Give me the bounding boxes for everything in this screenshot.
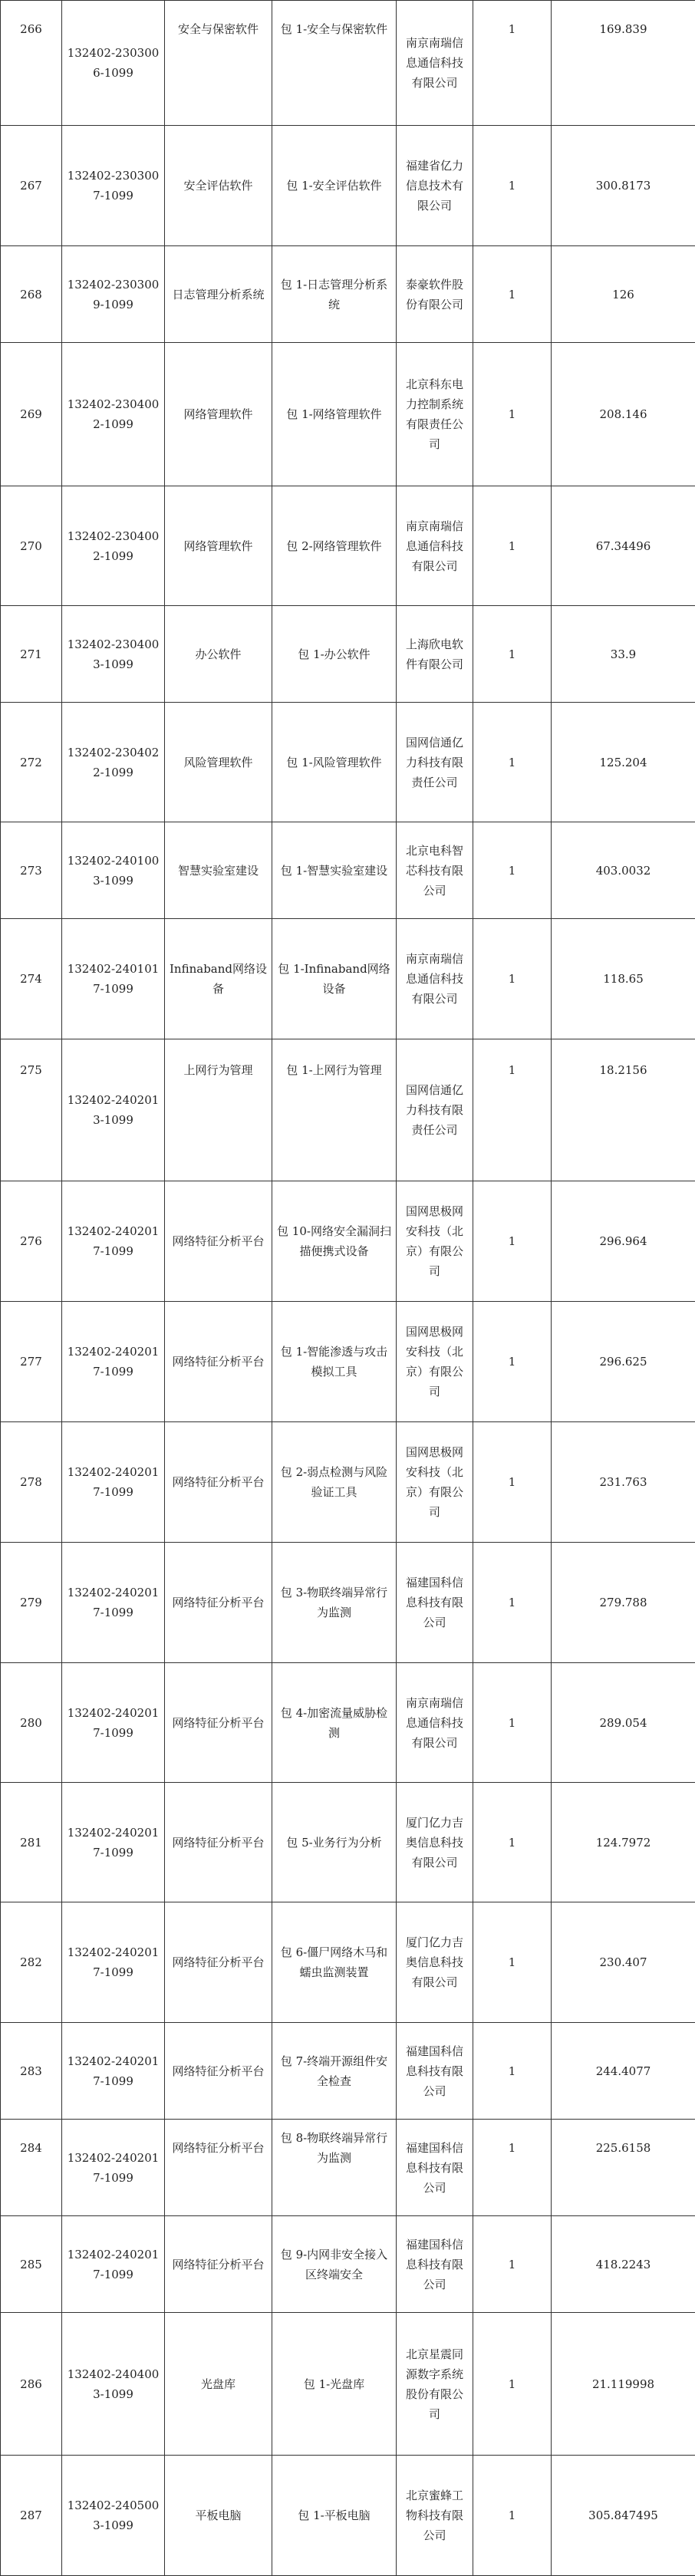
cell-name: 网络特征分析平台 (165, 2120, 272, 2177)
cell-code: 132402-2404003-1099 (62, 2313, 165, 2456)
table-row (1, 1039, 695, 1101)
cell-pkg: 包 10-网络安全漏洞扫描便携式设备 (272, 1181, 397, 1302)
cell-name: 办公软件 (165, 606, 272, 703)
cell-qty: 1 (473, 2216, 552, 2313)
cell-name: 网络特征分析平台 (165, 2023, 272, 2120)
cell-name: 光盘库 (165, 2313, 272, 2456)
cell-pkg: 包 1-安全与保密软件 (272, 1, 397, 58)
cell-amount: 33.9 (552, 606, 695, 703)
cell-qty: 1 (473, 2456, 552, 2576)
cell-pkg: 包 1-办公软件 (272, 606, 397, 703)
cell-pkg: 包 4-加密流量威胁检测 (272, 1663, 397, 1783)
cell-amount: 244.4077 (552, 2023, 695, 2120)
cell-continuation-name (165, 2177, 272, 2216)
cell-vendor: 厦门亿力吉奥信息科技有限公司 (397, 1902, 473, 2023)
table-row (1, 126, 695, 246)
cell-code: 132402-2402017-1099 (62, 1902, 165, 2023)
cell-no: 287 (1, 2456, 62, 2576)
cell-no: 266 (1, 1, 62, 58)
cell-name: 上网行为管理 (165, 1039, 272, 1101)
cell-continuation-pkg (272, 2177, 397, 2216)
cell-name: 智慧实验室建设 (165, 822, 272, 919)
cell-name: 网络管理软件 (165, 343, 272, 486)
cell-vendor: 国网思极网安科技（北京）有限公司 (397, 1181, 473, 1302)
cell-amount: 126 (552, 246, 695, 343)
cell-name: 平板电脑 (165, 2456, 272, 2576)
cell-code: 132402-2402017-1099 (62, 1543, 165, 1663)
cell-qty: 1 (473, 1422, 552, 1543)
cell-qty: 1 (473, 1181, 552, 1302)
cell-vendor: 福建国科信息科技有限公司 (397, 1543, 473, 1663)
cell-vendor: 国网思极网安科技（北京）有限公司 (397, 1422, 473, 1543)
cell-no: 277 (1, 1302, 62, 1422)
cell-qty: 1 (473, 486, 552, 606)
table-row (1, 1783, 695, 1902)
cell-pkg: 包 2-弱点检测与风险验证工具 (272, 1422, 397, 1543)
cell-continuation-no (1, 2177, 62, 2216)
cell-code: 132402-2303006-1099 (62, 1, 165, 126)
cell-vendor: 南京南瑞信息通信科技有限公司 (397, 1663, 473, 1783)
cell-pkg: 包 1-网络管理软件 (272, 343, 397, 486)
cell-code: 132402-2304002-1099 (62, 486, 165, 606)
cell-continuation-qty (473, 1101, 552, 1181)
table-row (1, 246, 695, 343)
cell-continuation-pkg (272, 1101, 397, 1181)
cell-pkg: 包 1-安全评估软件 (272, 126, 397, 246)
cell-qty: 1 (473, 2023, 552, 2120)
cell-pkg: 包 5-业务行为分析 (272, 1783, 397, 1902)
cell-code: 132402-2402017-1099 (62, 1302, 165, 1422)
cell-pkg: 包 3-物联终端异常行为监测 (272, 1543, 397, 1663)
cell-continuation-qty (473, 2177, 552, 2216)
cell-vendor: 国网信通亿力科技有限责任公司 (397, 703, 473, 822)
cell-qty: 1 (473, 1302, 552, 1422)
cell-code: 132402-2402017-1099 (62, 1422, 165, 1543)
cell-vendor: 泰豪软件股份有限公司 (397, 246, 473, 343)
cell-amount: 418.2243 (552, 2216, 695, 2313)
cell-vendor: 南京南瑞信息通信科技有限公司 (397, 919, 473, 1039)
table-row (1, 1, 695, 58)
cell-amount: 296.964 (552, 1181, 695, 1302)
cell-amount: 124.7972 (552, 1783, 695, 1902)
cell-vendor: 南京南瑞信息通信科技有限公司 (397, 1, 473, 126)
cell-vendor: 福建国科信息科技有限公司 (397, 2216, 473, 2313)
table-body (1, 1, 695, 2576)
cell-code: 132402-2405003-1099 (62, 2456, 165, 2576)
cell-qty: 1 (473, 822, 552, 919)
table-row (1, 919, 695, 1039)
cell-no: 285 (1, 2216, 62, 2313)
table-row (1, 1422, 695, 1543)
table-row (1, 606, 695, 703)
table-row (1, 2313, 695, 2456)
cell-qty: 1 (473, 1, 552, 58)
cell-code: 132402-2402017-1099 (62, 2216, 165, 2313)
cell-code: 132402-2401003-1099 (62, 822, 165, 919)
cell-qty: 1 (473, 606, 552, 703)
cell-amount: 118.65 (552, 919, 695, 1039)
cell-qty: 1 (473, 1039, 552, 1101)
cell-no: 284 (1, 2120, 62, 2177)
cell-no: 283 (1, 2023, 62, 2120)
cell-amount: 18.2156 (552, 1039, 695, 1101)
cell-pkg: 包 8-物联终端异常行为监测 (272, 2120, 397, 2177)
cell-vendor: 国网思极网安科技（北京）有限公司 (397, 1302, 473, 1422)
cell-vendor: 厦门亿力吉奥信息科技有限公司 (397, 1783, 473, 1902)
cell-name: Infinaband网络设备 (165, 919, 272, 1039)
cell-vendor: 北京星震同源数字系统股份有限公司 (397, 2313, 473, 2456)
cell-amount: 225.6158 (552, 2120, 695, 2177)
cell-qty: 1 (473, 2120, 552, 2177)
cell-vendor: 福建国科信息科技有限公司 (397, 2023, 473, 2120)
cell-no: 276 (1, 1181, 62, 1302)
cell-pkg: 包 2-网络管理软件 (272, 486, 397, 606)
cell-continuation-amount (552, 1101, 695, 1181)
cell-qty: 1 (473, 343, 552, 486)
table-row (1, 486, 695, 606)
cell-continuation-no (1, 1101, 62, 1181)
cell-qty: 1 (473, 919, 552, 1039)
table-row (1, 822, 695, 919)
cell-no: 280 (1, 1663, 62, 1783)
cell-continuation-amount (552, 58, 695, 126)
cell-amount: 231.763 (552, 1422, 695, 1543)
cell-name: 网络特征分析平台 (165, 1902, 272, 2023)
table-row (1, 1902, 695, 2023)
cell-vendor: 北京蜜蜂工物科技有限公司 (397, 2456, 473, 2576)
cell-pkg: 包 1-风险管理软件 (272, 703, 397, 822)
table-row (1, 1181, 695, 1302)
cell-no: 274 (1, 919, 62, 1039)
cell-vendor: 福建国科信息科技有限公司 (397, 2120, 473, 2216)
cell-amount: 67.34496 (552, 486, 695, 606)
cell-no: 270 (1, 486, 62, 606)
cell-amount: 279.788 (552, 1543, 695, 1663)
cell-amount: 21.119998 (552, 2313, 695, 2456)
cell-amount: 305.847495 (552, 2456, 695, 2576)
cell-name: 网络特征分析平台 (165, 1181, 272, 1302)
cell-pkg: 包 1-智能渗透与攻击模拟工具 (272, 1302, 397, 1422)
cell-continuation-amount (552, 2177, 695, 2216)
cell-no: 269 (1, 343, 62, 486)
cell-pkg: 包 9-内网非安全接入区终端安全 (272, 2216, 397, 2313)
cell-name: 网络特征分析平台 (165, 1422, 272, 1543)
cell-amount: 289.054 (552, 1663, 695, 1783)
cell-continuation-no (1, 58, 62, 126)
cell-no: 271 (1, 606, 62, 703)
cell-pkg: 包 1-光盘库 (272, 2313, 397, 2456)
cell-name: 日志管理分析系统 (165, 246, 272, 343)
table-row (1, 1663, 695, 1783)
cell-continuation-name (165, 58, 272, 126)
table-row (1, 2456, 695, 2576)
table-row (1, 1543, 695, 1663)
cell-code: 132402-2401017-1099 (62, 919, 165, 1039)
table-row (1, 2216, 695, 2313)
cell-name: 风险管理软件 (165, 703, 272, 822)
table-row (1, 343, 695, 486)
table-row (1, 703, 695, 822)
cell-no: 279 (1, 1543, 62, 1663)
cell-pkg: 包 1-Infinaband网络设备 (272, 919, 397, 1039)
cell-qty: 1 (473, 246, 552, 343)
cell-code: 132402-2304002-1099 (62, 343, 165, 486)
cell-code: 132402-2303009-1099 (62, 246, 165, 343)
cell-name: 网络特征分析平台 (165, 1302, 272, 1422)
cell-pkg: 包 1-日志管理分析系统 (272, 246, 397, 343)
cell-pkg: 包 1-智慧实验室建设 (272, 822, 397, 919)
cell-pkg: 包 6-僵尸网络木马和蠕虫监测装置 (272, 1902, 397, 2023)
cell-qty: 1 (473, 703, 552, 822)
cell-vendor: 福建省亿力信息技术有限公司 (397, 126, 473, 246)
cell-no: 267 (1, 126, 62, 246)
cell-amount: 208.146 (552, 343, 695, 486)
cell-no: 273 (1, 822, 62, 919)
cell-qty: 1 (473, 2313, 552, 2456)
cell-code: 132402-2402017-1099 (62, 1181, 165, 1302)
cell-vendor: 北京电科智芯科技有限公司 (397, 822, 473, 919)
cell-qty: 1 (473, 1543, 552, 1663)
cell-code: 132402-2402017-1099 (62, 2023, 165, 2120)
cell-amount: 169.839 (552, 1, 695, 58)
cell-vendor: 国网信通亿力科技有限责任公司 (397, 1039, 473, 1181)
table-row (1, 2120, 695, 2177)
cell-continuation-qty (473, 58, 552, 126)
cell-qty: 1 (473, 1902, 552, 2023)
cell-name: 网络特征分析平台 (165, 1783, 272, 1902)
cell-no: 278 (1, 1422, 62, 1543)
cell-no: 272 (1, 703, 62, 822)
cell-code: 132402-2402017-1099 (62, 1783, 165, 1902)
cell-name: 安全与保密软件 (165, 1, 272, 58)
cell-continuation-name (165, 1101, 272, 1181)
cell-name: 网络管理软件 (165, 486, 272, 606)
cell-no: 286 (1, 2313, 62, 2456)
cell-no: 268 (1, 246, 62, 343)
cell-vendor: 南京南瑞信息通信科技有限公司 (397, 486, 473, 606)
cell-qty: 1 (473, 126, 552, 246)
cell-code: 132402-2402017-1099 (62, 1663, 165, 1783)
cell-amount: 300.8173 (552, 126, 695, 246)
cell-name: 网络特征分析平台 (165, 2216, 272, 2313)
cell-name: 安全评估软件 (165, 126, 272, 246)
cell-amount: 296.625 (552, 1302, 695, 1422)
cell-amount: 125.204 (552, 703, 695, 822)
cell-amount: 230.407 (552, 1902, 695, 2023)
cell-code: 132402-2402017-1099 (62, 2120, 165, 2216)
cell-code: 132402-2303007-1099 (62, 126, 165, 246)
cell-no: 282 (1, 1902, 62, 2023)
cell-pkg: 包 7-终端开源组件安全检查 (272, 2023, 397, 2120)
cell-code: 132402-2304022-1099 (62, 703, 165, 822)
cell-vendor: 上海欣电软件有限公司 (397, 606, 473, 703)
cell-no: 281 (1, 1783, 62, 1902)
cell-amount: 403.0032 (552, 822, 695, 919)
cell-vendor: 北京科东电力控制系统有限责任公司 (397, 343, 473, 486)
table-row (1, 1302, 695, 1422)
cell-pkg: 包 1-平板电脑 (272, 2456, 397, 2576)
cell-no: 275 (1, 1039, 62, 1101)
cell-code: 132402-2402013-1099 (62, 1039, 165, 1181)
table-row (1, 2023, 695, 2120)
cell-qty: 1 (473, 1783, 552, 1902)
cell-qty: 1 (473, 1663, 552, 1783)
cell-continuation-pkg (272, 58, 397, 126)
cell-name: 网络特征分析平台 (165, 1543, 272, 1663)
cell-code: 132402-2304003-1099 (62, 606, 165, 703)
cell-name: 网络特征分析平台 (165, 1663, 272, 1783)
cell-pkg: 包 1-上网行为管理 (272, 1039, 397, 1101)
